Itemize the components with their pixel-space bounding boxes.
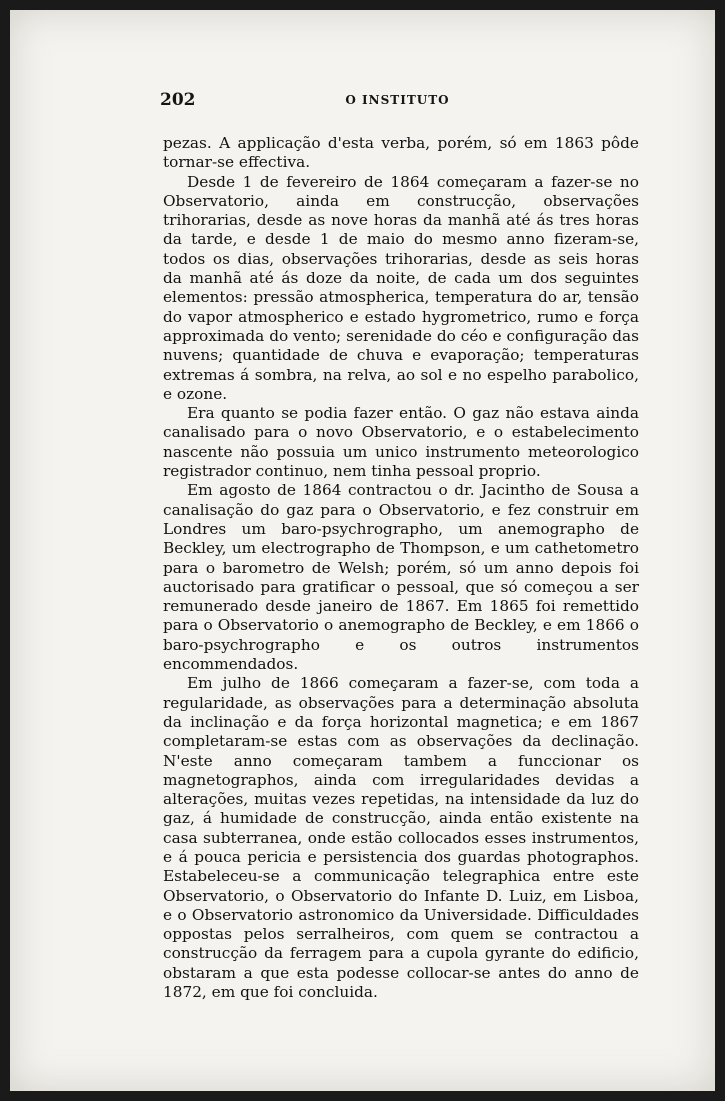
page-header bbox=[160, 90, 635, 114]
paragraph-1: pezas. A applicação d'esta verba, porém, só em 1863 pôde tornar-se effectiva. bbox=[163, 134, 639, 172]
paragraph-5: Em julho de 1866 começaram a fazer-se, com toda a regularidade, as observações para a determinação absoluta da inclinação e da força horizontal magnetica; e em 1867 completaram-se estas com as observações da declinação. N'este anno começaram tambem a funccionar os magnetographos, ainda com irregularidades devidas a alterações, muitas vezes repetidas, na intensidade da luz do gaz, á humidade de construcção, ainda então existente na casa subterranea, onde estão collocados esses instrumentos, e á pouca pericia e persistencia dos guardas photographos. Estabeleceu-se a communicação telegraphica entre este Observatorio, o Observatorio do Infante D. Luiz, em Lisboa, e o Observatorio astronomico da Universidade. Difficuldades oppostas pelos serralheiros, com quem se contractou a construcção da ferragem para a cupola gyrante do edificio, obstaram a que esta podesse collocar-se antes do anno de 1872, em que foi concluida. bbox=[163, 674, 639, 1002]
paragraph-2: Desde 1 de fevereiro de 1864 começaram a fazer-se no Observatorio, ainda em construcção, observações trihorarias, desde as nove horas da manhã até ás tres horas da tarde, e desde 1 de maio do mesmo anno fizeram-se, todos os dias, observações trihorarias, desde as seis horas da manhã até ás doze da noite, de cada um dos seguintes elementos: pressão atmospherica, temperatura do ar, tensão do vapor atmospherico e estado hygrometrico, rumo e força approximada do vento; serenidade do céo e configuração das nuvens; quantidade de chuva e evaporação; temperaturas extremas á sombra, na relva, ao sol e no espelho parabolico, e ozone. bbox=[163, 172, 639, 403]
page-number: 202 bbox=[160, 90, 196, 110]
body-text bbox=[163, 134, 639, 1002]
paragraph-4: Em agosto de 1864 contractou o dr. Jacintho de Sousa a canalisação do gaz para o Observatorio, e fez construir em Londres um baro-psychrographo, um anemographo de Beckley, um electrographo de Thompson, e um cathetometro para o barometro de Welsh; porém, só um anno depois foi auctorisado para gratificar o pessoal, que só começou a ser remunerado desde janeiro de 1867. Em 1865 foi remettido para o Observatorio o anemographo de Beckley, e em 1866 o baro-psychrographo e os outros instrumentos encommendados. bbox=[163, 481, 639, 674]
paragraph-3: Era quanto se podia fazer então. O gaz não estava ainda canalisado para o novo Observatorio, e o estabelecimento nascente não possuia um unico instrumento meteorologico registrador continuo, nem tinha pessoal proprio. bbox=[163, 404, 639, 481]
running-head: O INSTITUTO bbox=[345, 93, 450, 107]
book-page bbox=[10, 10, 715, 1091]
